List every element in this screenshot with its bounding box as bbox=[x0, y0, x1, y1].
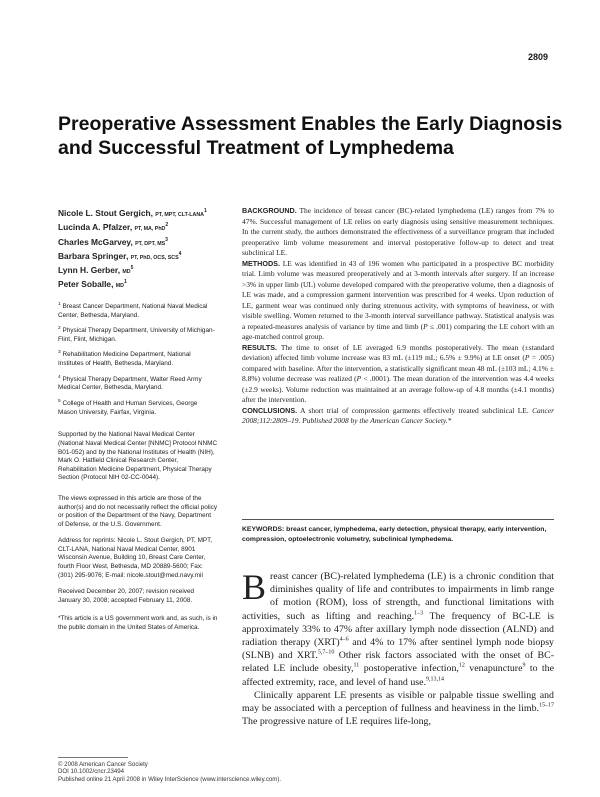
body-paragraph-2: Clinically apparent LE presents as visible or palpable tissue swelling and may be associated with a perception of fullness and heaviness in the limb.$^{15-17}$ The progressive nature of LE requires life-long, bbox=[242, 689, 554, 728]
front-matter-column bbox=[58, 206, 218, 638]
reprints-address: Address for reprints: Nicole L. Stout Gergich, PT, MPT, CLT-LANA, National Naval Medical Center, 8901 Wisconsin Avenue, Building 10, Breast Care Center, fourth Floor West, Bethesda, MD 20889-5600; Fax: (301) 295-9076; E-mail: nicole.stout@med.navy.mil bbox=[58, 537, 213, 579]
page-number: 2809 bbox=[527, 52, 548, 62]
abstract-conclusions: CONCLUSIONS. A short trial of compression garments effectively treated subclinical LE. Cancer 2008;112:2809–19. Published 2008 by the American Cancer Society.* bbox=[242, 405, 554, 425]
drop-cap: B bbox=[242, 567, 267, 607]
author-6: Peter Soballe, $MD^1$ bbox=[58, 279, 127, 290]
author-list bbox=[58, 206, 218, 292]
footer-published: Published online 21 April 2008 in Wiley InterScience (www.interscience.wiley.com). bbox=[58, 775, 282, 783]
author-3: Charles McGarvey, PT, DPT, $MS^3$ bbox=[58, 236, 168, 247]
public-domain-note: *This article is a US government work and, as such, is in the public domain in the United States of America. bbox=[58, 615, 218, 632]
affiliation-2: $^2$ Physical Therapy Department, University of Michigan-Flint, Flint, Michigan. bbox=[58, 326, 215, 343]
received-dates: Received December 20, 2007; revision received January 30, 2008; accepted February 11, 2008. bbox=[58, 588, 195, 604]
footer-divider bbox=[58, 757, 128, 758]
footer-copyright: © 2008 American Cancer Society bbox=[58, 761, 148, 768]
affiliation-4: $^4$ Physical Therapy Department, Walter Reed Army Medical Center, Bethesda, Maryland. bbox=[58, 374, 202, 392]
body-paragraph-1: Breast cancer (BC)-related lymphedema (LE) is a chronic condition that diminishes quality of life and contributes to impairments in limb range of motion (ROM), loss of strength, and functional limitations with activities, such as lifting and reaching.$^{1-3}$ The frequency of BC-LE is approximately 33% to 47% after axillary lymph node dissection (ALND) and radiation therapy (XRT)$^{4-6}$ and 4% to 17% after sentinel lymph node biopsy (SLNB) and XRT.$^{5,7-10}$ Other risk factors associated with the onset of BC-related LE include obesity,$^{11}$ postoperative infection,$^{12}$ venapuncture$^9$ to the affected extremity, race, and level of hand use.$^{9,13,14}$ bbox=[242, 567, 554, 688]
article-title: Preoperative Assessment Enables the Early Diagnosis and Successful Treatment of Lymphedema bbox=[58, 113, 563, 159]
citation: Cancer 2008;112:2809–19. Published 2008 by the American Cancer Society.* bbox=[242, 405, 554, 425]
page-footer bbox=[58, 761, 558, 783]
affiliation-3: $^3$ Rehabilitation Medicine Department, National Institutes of Health, Bethesda, Maryland. bbox=[58, 350, 191, 368]
abstract-results: RESULTS. The time to onset of LE averaged 6.9 months postoperatively. The mean (±standard deviation) affected limb volume increase was 83 mL (±119 mL; 6.5% ± 9.9%) at LE onset (P = .005) compared with baseline. After the intervention, a statistically significant mean 48 mL (±103 mL; 4.1% ± 8.8%) volume decrease was realized (P < .0001). The mean duration of the intervention was 4.4 weeks (±2.9 weeks). Volume reduction was maintained at an average follow-up of 4.8 months (±4.1 months) after the intervention. bbox=[242, 342, 554, 404]
abstract bbox=[242, 206, 554, 427]
author-1: Nicole L. Stout Gergich, PT, MPT, CLT-LANA$^1$ bbox=[58, 207, 207, 218]
keywords: KEYWORDS: breast cancer, lymphedema, early detection, physical therapy, early intervention, compression, optoelectronic volumetry, subclinical lymphedema. bbox=[242, 526, 547, 543]
author-4: Barbara Springer, PT, PhD, OCS, SCS$^4$ bbox=[58, 250, 182, 261]
disclaimer-note: The views expressed in this article are those of the author(s) and do not necessarily reflect the official policy or position of the Department of the Navy, Department of Defense, or the U.S. Government. bbox=[58, 494, 218, 528]
abstract-background: BACKGROUND. The incidence of breast cancer (BC)-related lymphedema (LE) ranges from 7% to 47%. Successful management of LE relies on early diagnosis using sensitive measurement techniques. In the current study, the authors demonstrated the effectiveness of a surveillance program that included preoperative limb volume measurement and interval postoperative follow-up to detect and treat subclinical LE. bbox=[242, 206, 554, 257]
affiliation-5: $^5$ College of Health and Human Services, George Mason University, Fairfax, Virginia. bbox=[58, 399, 198, 416]
author-2: Lucinda A. Pfalzer, PT, MA, PhD$^2$ bbox=[58, 222, 169, 233]
affiliation-1: $^1$ Breast Cancer Department, National Naval Medical Center, Bethesda, Maryland. bbox=[58, 301, 208, 319]
author-5: Lynn H. Gerber, $MD^5$ bbox=[58, 264, 134, 275]
abstract-divider bbox=[242, 519, 554, 520]
article-body bbox=[242, 567, 554, 728]
abstract-methods: METHODS. LE was identified in 43 of 196 women who participated in a prospective BC morbidity trial. Limb volume was measured preoperatively and at 3-month intervals after surgery. If an increase >3% in upper limb (UL) volume developed compared with the preoperative volume, then a diagnosis of LE was made, and a compression garment intervention was prescribed for 4 weeks. Upon reduction of LE, garment wear was continued only during strenuous activity, with symptoms of heaviness, or with visible swelling. Women returned to the 3-month interval surveillance pathway. Statistical analysis was a repeated-measures analysis of variance by time and limb (P ≤ .001) comparing the LE cohort with an age-matched control group. bbox=[242, 258, 554, 341]
footer-doi: DOI 10.1002/cncr.23494 bbox=[58, 768, 125, 776]
funding-note: Supported by the National Naval Medical Center (National Naval Medical Center [NNMC] Protocol NNMC B01-052) and by the National Institutes of Health (NIH), Mark O. Hatfield Clinical Research Center, Rehabilitation Medicine Department, Physical Therapy Section (Protocol NIH 02-CC-0044). bbox=[58, 431, 218, 482]
